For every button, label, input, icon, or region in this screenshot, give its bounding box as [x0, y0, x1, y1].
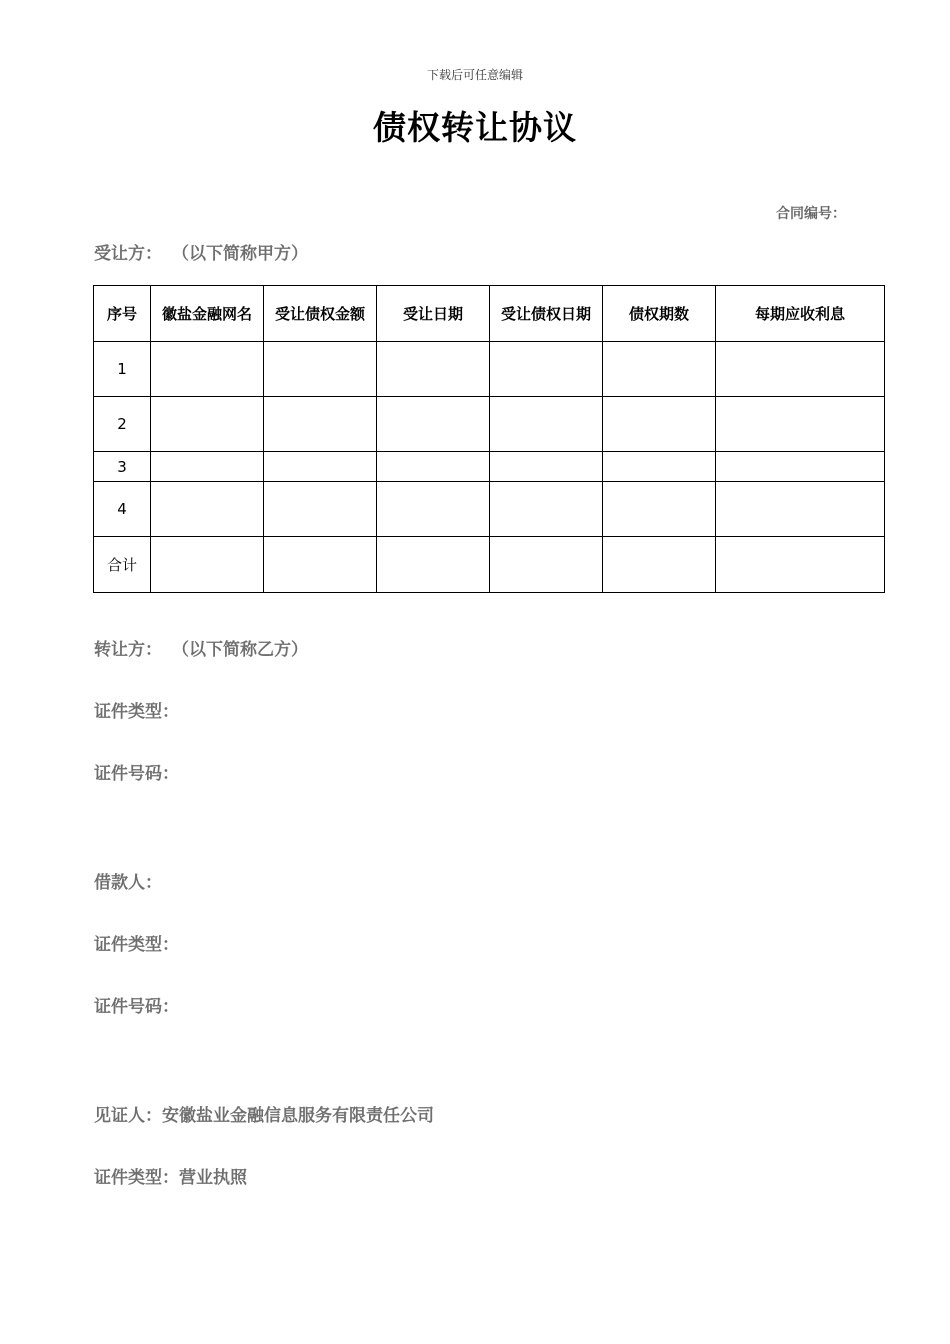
table-cell[interactable] [377, 452, 490, 482]
table-header-row [94, 286, 885, 342]
row-number-cell: 2 [94, 397, 151, 452]
debt-table [93, 285, 885, 593]
contract-number-label: 合同编号： [776, 206, 846, 222]
table-cell[interactable] [716, 452, 885, 482]
table-cell[interactable] [264, 537, 377, 593]
table-cell[interactable] [490, 397, 603, 452]
borrower-id-type-label: 证件类型： [94, 935, 179, 955]
witness-id-type-line [94, 1163, 247, 1188]
top-note: 下载后可任意编辑 [426, 68, 523, 82]
table-row [94, 482, 885, 537]
witness-value: 安徽盐业金融信息服务有限责任公司 [162, 1106, 434, 1126]
table-cell[interactable] [603, 452, 716, 482]
borrower-label: 借款人： [94, 873, 162, 893]
col-header-interest: 每期应收利息 [716, 286, 885, 342]
table-cell[interactable] [151, 397, 264, 452]
table-cell[interactable] [264, 482, 377, 537]
transferor-id-type-label: 证件类型： [94, 702, 179, 722]
borrower-id-number-label: 证件号码： [94, 997, 179, 1017]
page-title: 债权转让协议 [373, 108, 577, 147]
table-cell[interactable] [716, 537, 885, 593]
transferor-label: 转让方： [94, 640, 162, 660]
row-number-cell: 4 [94, 482, 151, 537]
table-cell[interactable] [264, 342, 377, 397]
table-cell[interactable] [490, 537, 603, 593]
col-header-no: 序号 [94, 286, 151, 342]
table-cell[interactable] [151, 482, 264, 537]
table-cell[interactable] [603, 537, 716, 593]
table-cell[interactable] [377, 537, 490, 593]
transferor-note: （以下简称乙方） [172, 640, 308, 660]
table-cell[interactable] [264, 452, 377, 482]
col-header-amount: 受让债权金额 [264, 286, 377, 342]
table-row [94, 342, 885, 397]
witness-line [94, 1101, 434, 1126]
witness-id-type-value: 营业执照 [179, 1168, 247, 1188]
table-cell[interactable] [716, 482, 885, 537]
table-cell[interactable] [603, 482, 716, 537]
witness-id-type-label: 证件类型： [94, 1168, 179, 1188]
witness-label: 见证人： [94, 1106, 162, 1126]
table-row [94, 397, 885, 452]
transferee-line [94, 239, 308, 264]
col-header-periods: 债权期数 [603, 286, 716, 342]
transferee-note: （以下简称甲方） [172, 244, 308, 264]
col-header-username: 徽盐金融网名 [151, 286, 264, 342]
table-cell[interactable] [490, 342, 603, 397]
transferor-line [94, 635, 308, 660]
table-cell[interactable] [490, 482, 603, 537]
transferee-label: 受让方： [94, 244, 162, 264]
table-total-row [94, 537, 885, 593]
table-cell[interactable] [603, 397, 716, 452]
table-cell[interactable] [716, 342, 885, 397]
col-header-transfer-date: 受让日期 [377, 286, 490, 342]
table-cell[interactable] [603, 342, 716, 397]
table-cell[interactable] [377, 482, 490, 537]
table-cell[interactable] [151, 342, 264, 397]
table-cell[interactable] [151, 452, 264, 482]
total-label-cell: 合计 [94, 537, 151, 593]
transferor-id-number-label: 证件号码： [94, 764, 179, 784]
row-number-cell: 1 [94, 342, 151, 397]
row-number-cell: 3 [94, 452, 151, 482]
table-cell[interactable] [264, 397, 377, 452]
table-cell[interactable] [377, 342, 490, 397]
table-row [94, 452, 885, 482]
table-cell[interactable] [716, 397, 885, 452]
table-cell[interactable] [377, 397, 490, 452]
table-cell[interactable] [490, 452, 603, 482]
col-header-debt-date: 受让债权日期 [490, 286, 603, 342]
table-cell[interactable] [151, 537, 264, 593]
